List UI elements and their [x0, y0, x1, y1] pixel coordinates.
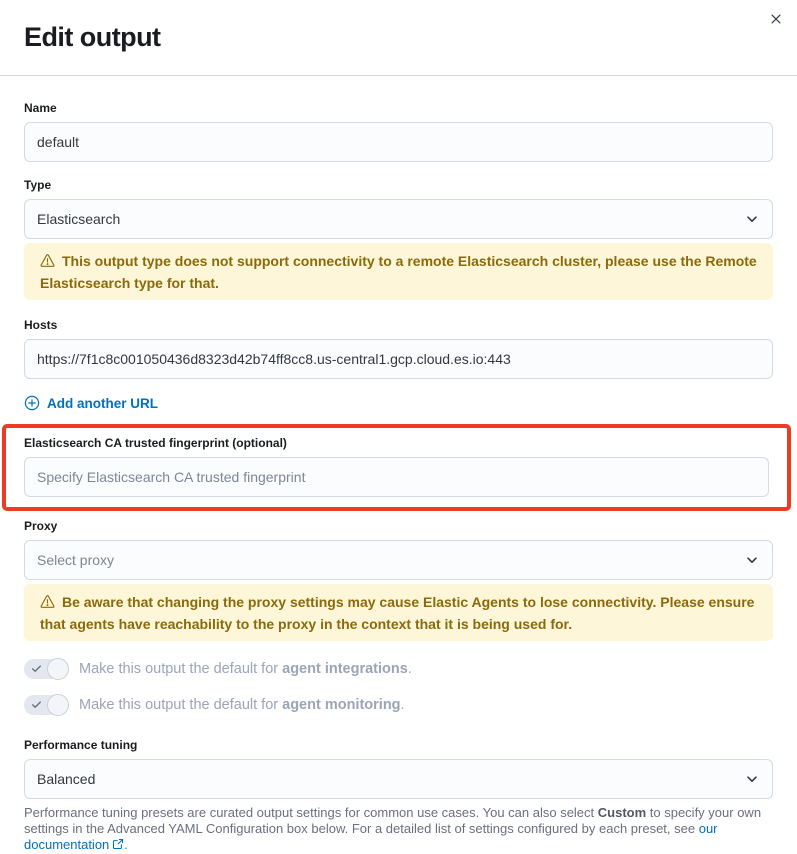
proxy-warning-callout — [24, 584, 773, 641]
page-title: Edit output — [24, 22, 161, 52]
default-integrations-label: Make this output the default for agent integrations. — [79, 661, 412, 677]
type-label: Type — [24, 178, 52, 192]
toggle-thumb — [47, 694, 69, 716]
proxy-select[interactable] — [24, 540, 773, 580]
check-icon — [31, 663, 42, 674]
check-icon — [31, 699, 42, 710]
annotation-highlight-box — [2, 424, 791, 511]
performance-field — [24, 738, 773, 799]
type-select-value: Elasticsearch — [37, 211, 121, 227]
name-input[interactable] — [24, 122, 773, 162]
name-label: Name — [24, 101, 57, 115]
type-select[interactable] — [24, 199, 773, 239]
chevron-down-icon — [744, 771, 760, 787]
warning-icon — [40, 253, 55, 273]
default-monitoring-label: Make this output the default for agent monitoring. — [79, 697, 405, 713]
proxy-select-placeholder: Select proxy — [37, 552, 115, 568]
close-icon — [769, 12, 783, 26]
add-url-label: Add another URL — [47, 395, 158, 411]
performance-select-value: Balanced — [37, 771, 96, 787]
toggle-thumb — [47, 658, 69, 680]
close-button[interactable] — [763, 6, 789, 32]
default-monitoring-toggle[interactable] — [24, 695, 68, 715]
hosts-input[interactable] — [24, 339, 773, 379]
default-integrations-row — [24, 658, 773, 680]
documentation-link[interactable]: our documentation — [24, 821, 718, 852]
hosts-field — [24, 318, 773, 379]
name-field — [24, 101, 773, 162]
warning-icon — [40, 594, 55, 614]
fingerprint-field — [24, 436, 769, 497]
proxy-field — [24, 519, 773, 580]
type-field — [24, 178, 773, 239]
default-integrations-toggle[interactable] — [24, 659, 68, 679]
proxy-label: Proxy — [24, 519, 58, 533]
chevron-down-icon — [744, 552, 760, 568]
performance-select[interactable] — [24, 759, 773, 799]
chevron-down-icon — [744, 211, 760, 227]
flyout-body — [0, 76, 797, 854]
type-warning-callout — [24, 243, 773, 300]
proxy-warning-text: Be aware that changing the proxy settings may cause Elastic Agents to lose connectivity. Please ensure that agents have reachability to the proxy in the context that it is being used for. — [40, 594, 755, 632]
add-url-button[interactable] — [24, 395, 158, 411]
fingerprint-input[interactable] — [24, 457, 769, 497]
type-warning-text: This output type does not support connectivity to a remote Elasticsearch cluster, please use the Remote Elasticsearch type for that. — [40, 253, 757, 291]
performance-help-text: Performance tuning presets are curated output settings for common use cases. You can also select Custom to specify your own settings in the Advanced YAML Configuration box below. For a detailed list of settings configured by each preset, see our documentation . — [24, 805, 762, 852]
plus-circle-icon — [24, 395, 40, 411]
external-link-icon — [112, 838, 124, 854]
flyout-header — [0, 0, 797, 76]
default-monitoring-row — [24, 694, 773, 716]
performance-label: Performance tuning — [24, 738, 138, 752]
fingerprint-label: Elasticsearch CA trusted fingerprint (optional) — [24, 436, 287, 450]
hosts-label: Hosts — [24, 318, 58, 332]
